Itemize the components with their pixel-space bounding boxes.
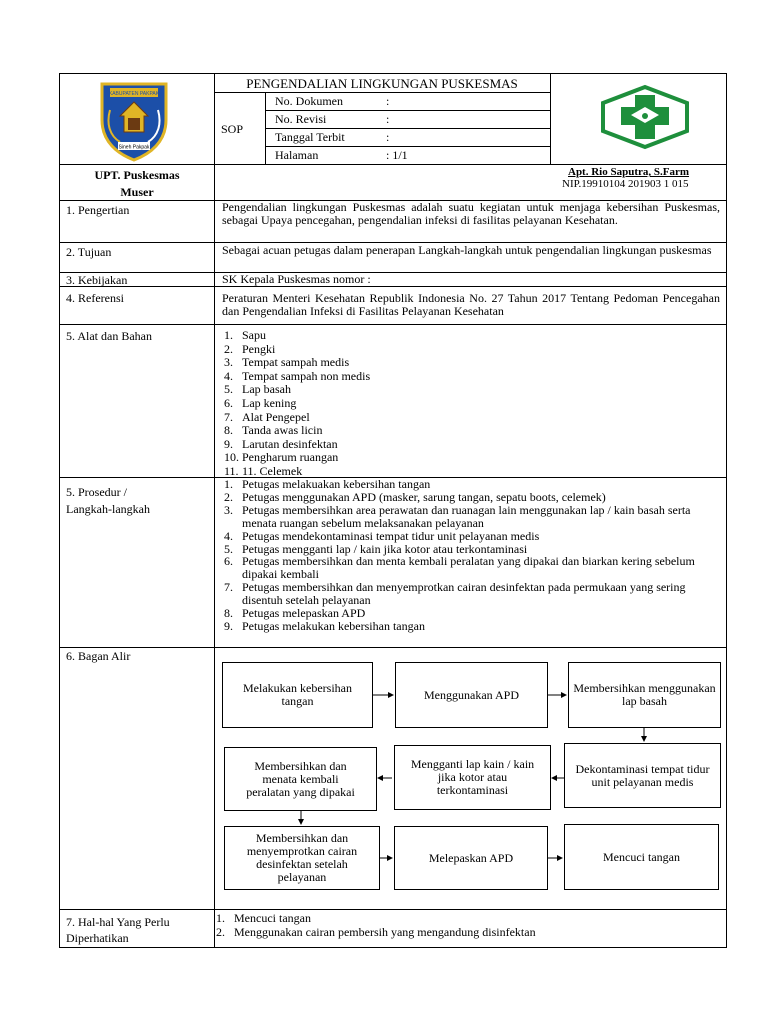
list-number: 1. xyxy=(216,911,225,925)
list-number: 11. xyxy=(224,463,239,478)
flowchart-arrows xyxy=(60,74,726,948)
list-number: 3. xyxy=(224,355,233,370)
section-label-bagan: 6. Bagan Alir xyxy=(66,649,131,663)
doc-field-value: : xyxy=(386,94,390,108)
list-number: 6. xyxy=(224,554,233,569)
label-line: Langkah-langkah xyxy=(66,502,150,516)
list-number: 6. xyxy=(224,395,233,410)
list-text: Petugas menggunakan APD (masker, sarung tangan, sepatu boots, celemek) xyxy=(242,489,606,504)
flow-box: Membersihkan dan menyemprotkan cairan desinfektan setelah pelayanan xyxy=(224,826,380,890)
list-number: 1. xyxy=(224,477,233,491)
flow-box: Melakukan kebersihan tangan xyxy=(222,662,373,728)
list-number: 9. xyxy=(224,436,233,451)
list-text: Mencuci tangan xyxy=(234,911,311,925)
label-line: 7. Hal-hal Yang Perlu xyxy=(66,915,170,929)
list-text: Petugas membersihkan dan menyemprotkan cairan desinfektan pada permukaan yang sering disentuh setelah pelayanan xyxy=(242,580,686,608)
flow-box: Dekontaminasi tempat tidur unit pelayanan medis xyxy=(564,743,721,808)
doc-field-value: : 1/1 xyxy=(386,148,408,162)
list-number: 5. xyxy=(224,541,233,556)
sop-document xyxy=(59,73,727,948)
pengertian-text: Pengendalian lingkungan Puskesmas adalah suatu kegiatan untuk menjaga kebersihan Puskesmas, sebagai Upaya pencegahan, pengendalian infeksi di fasilitas pelayanan Kesehatan. xyxy=(222,200,720,227)
list-number: 4. xyxy=(224,528,233,543)
section-label-alat: 5. Alat dan Bahan xyxy=(66,329,152,343)
list-text: Petugas melepaskan APD xyxy=(242,606,366,621)
doc-field-label: Halaman xyxy=(275,148,319,162)
flow-box: Mencuci tangan xyxy=(564,824,719,890)
unit-name: UPT. Puskesmas Muser xyxy=(94,168,180,199)
emblem-banner-text: KABUPATEN PAKPAK xyxy=(108,91,160,97)
list-text: Larutan desinfektan xyxy=(242,436,338,451)
list-text: Tanda awas licin xyxy=(242,423,323,438)
flow-box: Mengganti lap kain / kain jika kotor atau terkontaminasi xyxy=(394,745,551,810)
list-text: Tempat sampah non medis xyxy=(242,368,371,383)
kebijakan-text: SK Kepala Puskesmas nomor : xyxy=(222,272,371,286)
list-number: 7. xyxy=(224,409,233,424)
list-number: 9. xyxy=(224,618,233,633)
list-text: Lap basah xyxy=(242,382,291,397)
doc-field-value: : xyxy=(386,130,390,144)
list-text: Petugas melakukan kebersihan tangan xyxy=(242,618,425,633)
hal-list xyxy=(206,912,716,939)
list-text: Sapu xyxy=(242,328,266,342)
list-text: Menggunakan cairan pembersih yang mengandung disinfektan xyxy=(234,924,536,939)
flow-box: Melepaskan APD xyxy=(394,826,548,890)
list-text: Pengharum ruangan xyxy=(242,450,339,465)
page-title: PENGENDALIAN LINGKUNGAN PUSKESMAS xyxy=(246,76,518,91)
label-line: Diperhatikan xyxy=(66,931,129,945)
doc-field-label: No. Dokumen xyxy=(275,94,343,108)
flow-box: Membersihkan menggunakan lap basah xyxy=(568,662,721,728)
list-text: Petugas membersihkan dan menta kembali peralatan yang dipakai dan biarkan kering sebelum dipakai kembali xyxy=(242,554,695,582)
section-label-tujuan: 2. Tujuan xyxy=(66,245,112,259)
flow-box: Menggunakan APD xyxy=(395,662,548,728)
section-label-pengertian: 1. Pengertian xyxy=(66,203,130,217)
signer-name: Apt. Rio Saputra, S.Farm xyxy=(568,166,690,178)
list-text: Petugas mengganti lap / kain jika kotor atau terkontaminasi xyxy=(242,541,528,556)
list-item xyxy=(206,912,716,926)
sop-label: SOP xyxy=(221,122,244,136)
signer-nip: NIP.19910104 201903 1 015 xyxy=(562,178,689,190)
list-text: Pengki xyxy=(242,341,276,356)
list-text: Petugas membersihkan area perawatan dan ruanagan lain menggunakan lap / kain basah serta menata ruangan sebelum melaksanakan pelayanan xyxy=(242,502,691,530)
referensi-text: Peraturan Menteri Kesehatan Republik Indonesia No. 27 Tahun 2017 Tentang Pedoman Pencegahan dan Pengendalian Infeksi di Fasilitas Pelayanan Kesehatan xyxy=(222,291,720,318)
doc-field-label: No. Revisi xyxy=(275,112,327,126)
section-label-referensi: 4. Referensi xyxy=(66,291,124,305)
list-number: 7. xyxy=(224,580,233,595)
label-line: 5. Prosedur / xyxy=(66,485,127,499)
list-number: 2. xyxy=(224,489,233,504)
list-number: 2. xyxy=(224,341,233,356)
list-text: Alat Pengepel xyxy=(242,409,310,424)
list-number: 4. xyxy=(224,368,233,383)
list-text: 11. Celemek xyxy=(242,463,303,478)
section-label-kebijakan: 3. Kebijakan xyxy=(66,273,128,287)
list-number: 2. xyxy=(216,924,225,939)
list-text: Petugas mendekontaminasi tempat tidur unit pelayanan medis xyxy=(242,528,540,543)
flow-box: Membersihkan dan menata kembali peralatan yang dipakai xyxy=(224,747,377,811)
list-number: 10. xyxy=(224,450,239,465)
list-text: Tempat sampah medis xyxy=(242,355,350,370)
list-text: Petugas melakuakan kebersihan tangan xyxy=(242,477,431,491)
list-number: 5. xyxy=(224,382,233,397)
section-label-hal xyxy=(66,914,170,946)
list-number: 8. xyxy=(224,423,233,438)
list-number: 3. xyxy=(224,502,233,517)
list-number: 8. xyxy=(224,606,233,621)
list-text: Lap kening xyxy=(242,395,297,410)
tujuan-text: Sebagai acuan petugas dalam penerapan Langkah-langkah untuk pengendalian lingkungan puskesmas xyxy=(222,243,712,257)
list-item xyxy=(206,926,716,940)
doc-field-label: Tanggal Terbit xyxy=(275,130,345,144)
list-number: 1. xyxy=(224,328,233,342)
doc-field-value: : xyxy=(386,112,390,126)
emblem-motto: Sineh Pakpak xyxy=(118,144,150,151)
